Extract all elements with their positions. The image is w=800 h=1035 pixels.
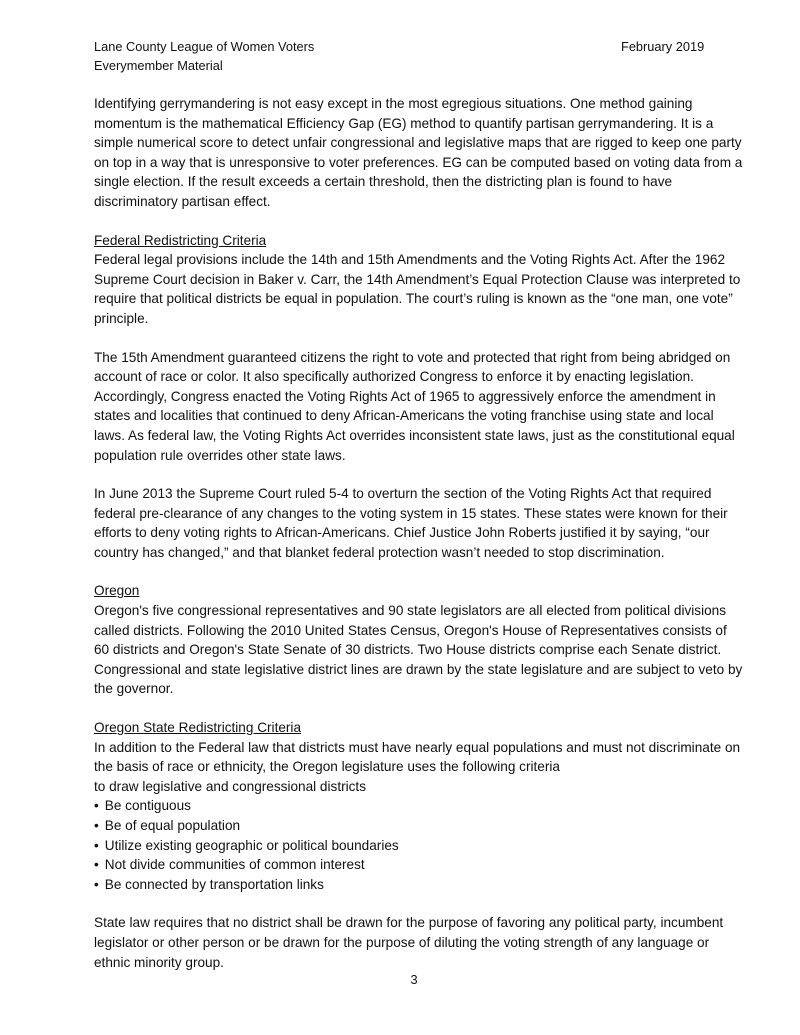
oregon-heading: Oregon bbox=[94, 583, 140, 599]
list-item: • Utilize existing geographic or political boundaries bbox=[94, 836, 744, 856]
oregon-state-intro-line-2: to draw legislative and congressional districts bbox=[94, 778, 367, 794]
federal-heading: Federal Redistricting Criteria bbox=[94, 232, 267, 248]
header-material: Everymember Material bbox=[94, 57, 223, 73]
header-date: February 2019 bbox=[621, 39, 705, 54]
header-organization: Lane County League of Women Voters bbox=[94, 39, 315, 54]
intro-paragraph: Identifying gerrymandering is not easy except in the most egregious situations. One method gaining momentum is the mathematical Efficiency Gap (EG) method to quantify partisan gerrymandering. It is a simple numerical score to detect unfair congressional and legislative maps that are rigged to keep one party on top in a way that is unresponsive to voter preferences. EG can be computed based on voting data from a single election. If the result exceeds a certain threshold, then the districting plan is found to have discriminatory partisan effect. bbox=[94, 96, 743, 209]
federal-paragraph-2: The 15th Amendment guaranteed citizens the right to vote and protected that right from being abridged on account of race or color. It also specifically authorized Congress to enforce it by enacting legislation. Accordingly, Congress enacted the Voting Rights Act of 1965 to aggressively enforce the amendment in states and localities that continued to deny African-Americans the voting franchise using state and local laws. As federal law, the Voting Rights Act overrides inconsistent state laws, just as the constitutional equal population rule overrides other state laws. bbox=[94, 349, 735, 463]
closing-paragraph: State law requires that no district shall be drawn for the purpose of favoring any political party, incumbent legislator or other person or be drawn for the purpose of diluting the voting strength of any language or ethnic minority group. bbox=[94, 915, 724, 970]
oregon-state-section bbox=[94, 718, 744, 972]
federal-section bbox=[94, 231, 744, 329]
oregon-section bbox=[94, 581, 744, 699]
list-item: • Be of equal population bbox=[94, 816, 744, 836]
oregon-state-intro bbox=[94, 738, 744, 797]
list-item: • Be connected by transportation links bbox=[94, 875, 744, 895]
page-number: 3 bbox=[410, 972, 418, 987]
list-item: • Not divide communities of common interest bbox=[94, 855, 744, 875]
page-header-left bbox=[94, 38, 314, 75]
oregon-state-heading: Oregon State Redistricting Criteria bbox=[94, 720, 302, 736]
oregon-state-intro-line-1: In addition to the Federal law that districts must have nearly equal populations and must not discriminate on the basis of race or ethnicity, the Oregon legislature uses the following criteria bbox=[94, 739, 741, 775]
criteria-list bbox=[94, 796, 744, 894]
list-item: • Be contiguous bbox=[94, 796, 744, 816]
oregon-paragraph: Oregon's five congressional representatives and 90 state legislators are all elected from political divisions called districts. Following the 2010 United States Census, Oregon's House of Representatives consists of 60 districts and Oregon's State Senate of 30 districts. Two House districts comprise each Senate district. Congressional and state legislative district lines are drawn by the state legislature and are subject to veto by the governor. bbox=[94, 603, 743, 697]
document-body bbox=[94, 94, 744, 991]
federal-paragraph-3: In June 2013 the Supreme Court ruled 5-4 to overturn the section of the Voting Rights Act that required federal pre-clearance of any changes to the voting system in 15 states. These states were known for their efforts to deny voting rights to African-Americans. Chief Justice John Roberts justified it by saying, “our country has changed,” and that blanket federal protection wasn’t needed to stop discrimination. bbox=[94, 486, 728, 560]
federal-paragraph-1: Federal legal provisions include the 14th and 15th Amendments and the Voting Rights Act. After the 1962 Supreme Court decision in Baker v. Carr, the 14th Amendment’s Equal Protection Clause was interpreted to require that political districts be equal in population. The court’s ruling is known as the “one man, one vote” principle. bbox=[94, 252, 741, 326]
